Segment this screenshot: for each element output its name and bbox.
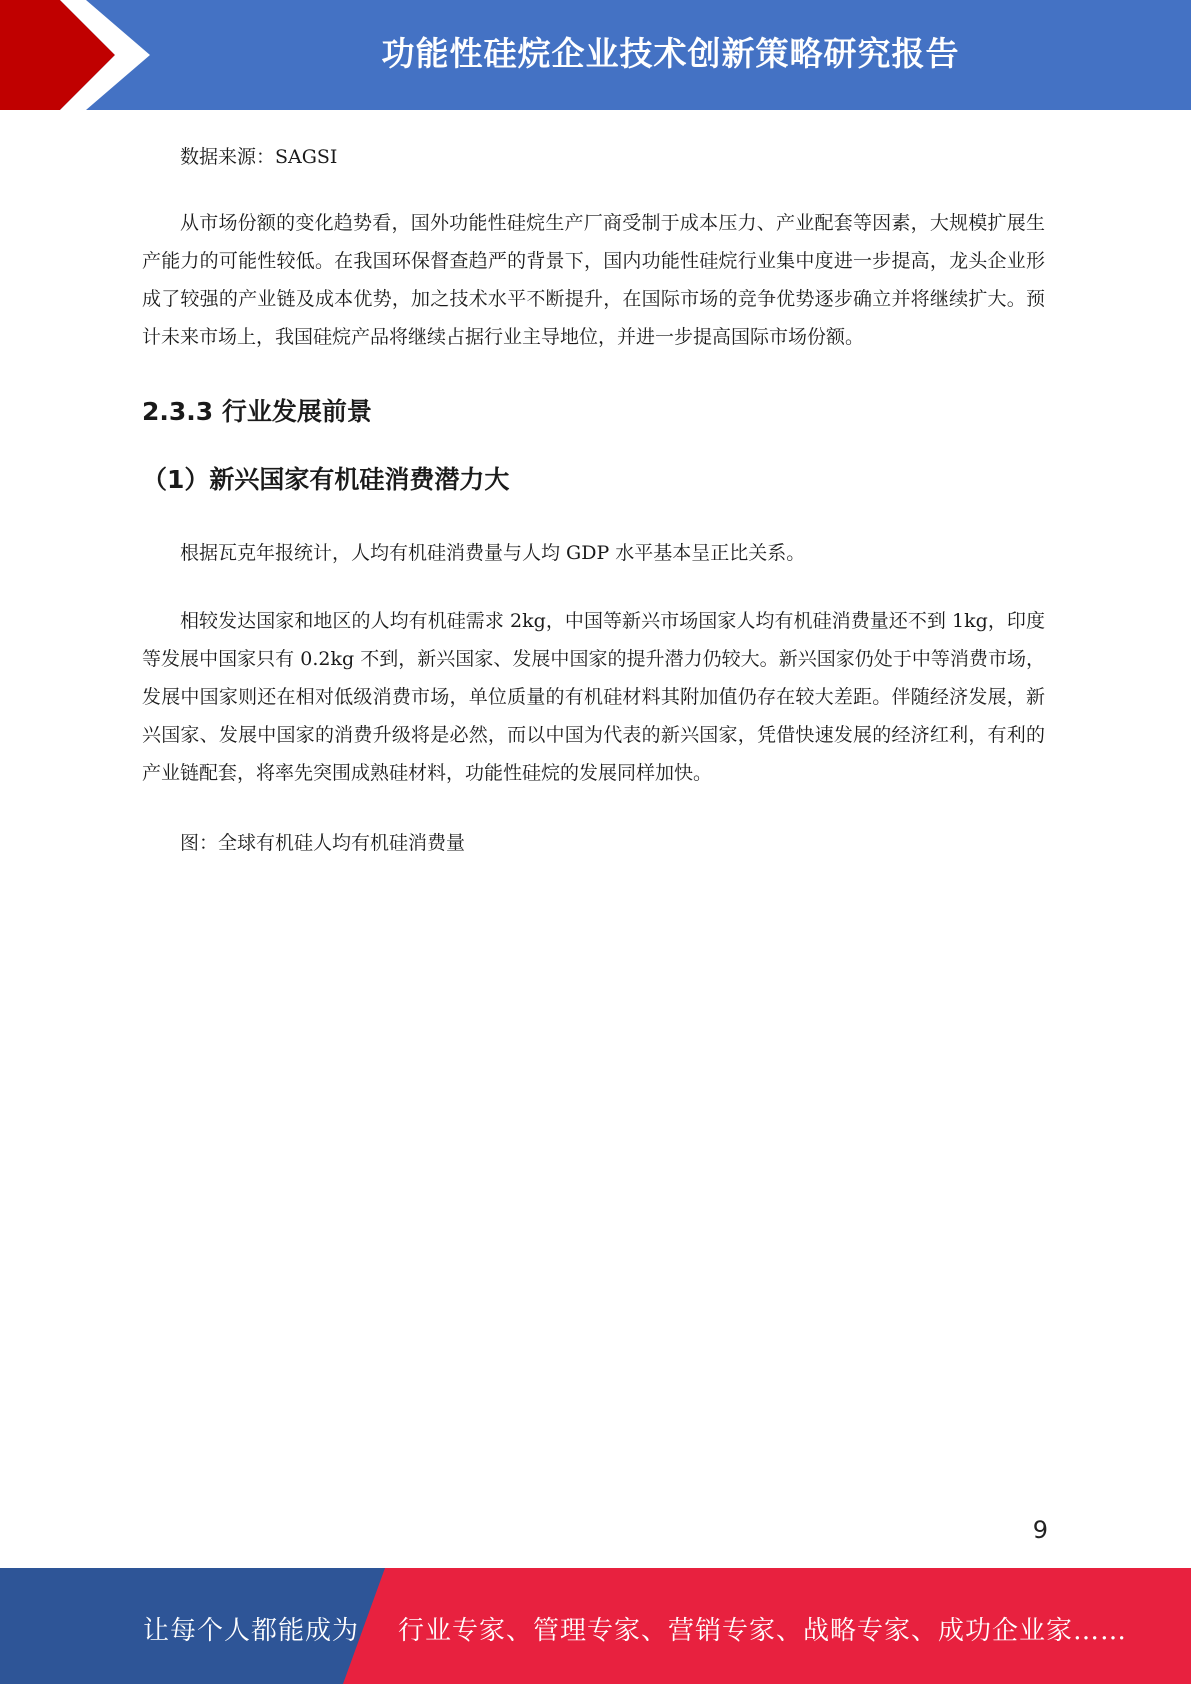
body-paragraph: 从市场份额的变化趋势看，国外功能性硅烷生产厂商受制于成本压力、产业配套等因素，大规模扩展生产能力的可能性较低。在我国环保督查趋严的背景下，国内功能性硅烷行业集中度进一步提高，龙头企业形成了较强的产业链及成本优势，加之技术水平不断提升，在国际市场的竞争优势逐步确立并将继续扩大。预计未来市场上，我国硅烷产品将继续占据行业主导地位，并进一步提高国际市场份额。	[142, 212, 1045, 348]
figure-caption: 图：全球有机硅人均有机硅消费量	[180, 832, 466, 854]
page-footer	[0, 1568, 1191, 1684]
header-arrow-decoration	[0, 0, 160, 110]
report-title: 功能性硅烷企业技术创新策略研究报告	[381, 34, 960, 73]
section-heading: 2.3.3 行业发展前景	[142, 397, 372, 426]
subsection-heading: （1）新兴国家有机硅消费潜力大	[142, 465, 510, 494]
body-paragraph: 相较发达国家和地区的人均有机硅需求 2kg，中国等新兴市场国家人均有机硅消费量还不到 1kg，印度等发展中国家只有 0.2kg 不到，新兴国家、发展中国家的提升潜力仍较大。新兴国家仍处于中等消费市场，发展中国家则还在相对低级消费市场，单位质量的有机硅材料其附加值仍存在较大差距。伴随经济发展，新兴国家、发展中国家的消费升级将是必然，而以中国为代表的新兴国家，凭借快速发展的经济红利，有利的产业链配套，将率先突围成熟硅材料，功能性硅烷的发展同样加快。	[142, 610, 1045, 784]
footer-slogan-left: 让每个人都能成为	[143, 1616, 360, 1646]
footer-slogan-right: 行业专家、管理专家、营销专家、战略专家、成功企业家……	[398, 1616, 1128, 1646]
body-paragraph: 根据瓦克年报统计，人均有机硅消费量与人均 GDP 水平基本呈正比关系。	[180, 542, 806, 564]
page-content	[142, 130, 1045, 862]
page-header	[0, 0, 1191, 110]
page-number: 9	[1032, 1516, 1048, 1544]
data-source-note: 数据来源：SAGSI	[180, 146, 338, 168]
